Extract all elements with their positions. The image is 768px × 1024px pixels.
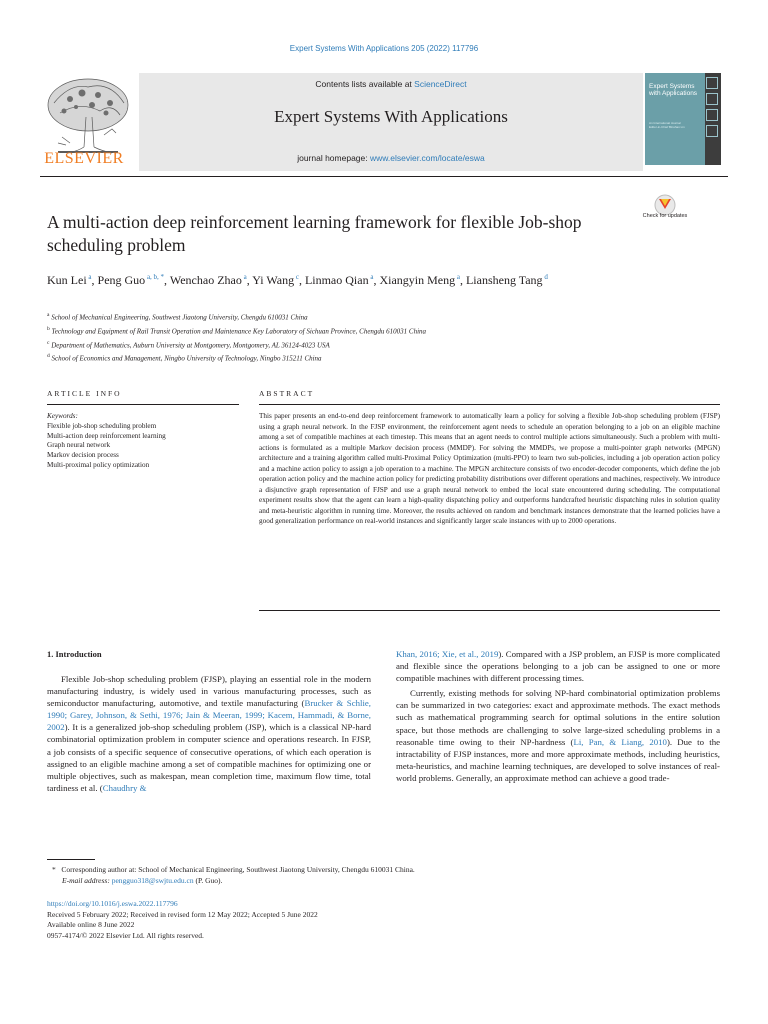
affiliation-item xyxy=(47,338,647,352)
author-name[interactable]: Wenchao Zhao xyxy=(169,273,242,287)
footnote-rule xyxy=(47,859,95,860)
received-dates: Received 5 February 2022; Received in revised form 12 May 2022; Accepted 5 June 2022 xyxy=(47,909,318,919)
keywords-block xyxy=(47,412,237,471)
author-affiliation-marker[interactable]: a xyxy=(241,273,247,281)
author-affiliation-marker[interactable]: a xyxy=(86,273,92,281)
elsevier-wordmark[interactable]: ELSEVIER xyxy=(44,150,124,167)
keyword-item: Flexible job-shop scheduling problem xyxy=(47,421,157,430)
contents-line: Contents lists available at ScienceDirect xyxy=(315,79,467,89)
author-affiliation-marker[interactable]: d xyxy=(542,273,548,281)
author-name[interactable]: Linmao Qian xyxy=(304,273,369,287)
affiliation-list xyxy=(47,310,647,365)
author-name[interactable]: Kun Lei xyxy=(47,273,87,287)
affiliation-item xyxy=(47,310,647,324)
cover-subtitle: An International Journal Editor-in-Chief Binshan Lin xyxy=(649,121,685,129)
affiliation-marker: a xyxy=(47,312,50,318)
check-for-updates-label[interactable]: Check for updates xyxy=(642,213,688,219)
author-affiliation-marker[interactable]: a xyxy=(368,273,374,281)
abstract-rule xyxy=(259,404,720,405)
journal-reference-link[interactable]: Expert Systems With Applications 205 (2022) 117796 xyxy=(289,44,479,53)
affiliation-text: School of Economics and Management, Ningbo University of Technology, Ningbo 315211 China xyxy=(49,354,322,363)
affiliation-text: Department of Mathematics, Auburn University at Montgomery, Montgomery, AL 36124-4023 USA xyxy=(49,340,330,349)
author-name[interactable]: Liansheng Tang xyxy=(465,273,543,287)
homepage-link[interactable]: www.elsevier.com/locate/eswa xyxy=(369,153,485,163)
cover-title: Expert Systems with Applications xyxy=(649,83,698,97)
keywords-list xyxy=(47,422,237,471)
article-metadata xyxy=(47,899,687,941)
body-column-left: Flexible Job-shop scheduling problem (FJSP), playing an essential role in the modern manufacturing industry, is widely used in various manufacturing processes, such as semiconductor manufacturing, automotive, and textile manufacturing (Brucker & Schlie, 1990; Garey, Johnson, & Sethi, 1976; Jain & Meeran, 1999; Kacem, Hammadi, & Borne, 2002). It is a generalized job-shop scheduling problem (JSP), which is a classical NP-hard combinatorial optimization problem in computer science and operations research. In FJSP, a job consists of a specific sequence of consecutive operations, of which each operation is assigned to an eligible machine among a set of compatible machines for optimizing one or multiple objectives, such as makespan, mean completion time, maximum flow time, total tardiness et al. (Chaudhry & xyxy=(47,674,371,793)
abstract-bottom-rule xyxy=(259,610,720,611)
cover-decoration xyxy=(706,125,718,137)
affiliation-marker: c xyxy=(47,339,50,346)
article-info-rule xyxy=(47,404,239,405)
journal-title: Expert Systems With Applications xyxy=(274,107,508,126)
article-info-heading: ARTICLE INFO xyxy=(47,389,122,398)
keyword-item: Graph neural network xyxy=(47,441,111,450)
abstract-text: This paper presents an end-to-end deep reinforcement framework to automatically learn a policy for solving a flexible Job-shop scheduling problem (FJSP) using a graph neural network. In the FJSP environment, the reinforcement agent needs to schedule an operation belonging to a job on an eligible machine among a set of compatible machines at each timestep. This means that an agent needs to control multiple actions simultaneously. Such a problem with multi-actions is formulated as a multiple Markov decision process (MMDP). For solving the MMDPs, we propose a multi-pointer graph networks (MPGN) architecture and a training algorithm called multi-Proximal Policy Optimization (multi-PPO) to learn two sub-policies, including a job operation action policy and a machine action policy to assign a job operation to a machine. The MPGN architecture consists of two encoder-decoder components, which define the job operation action policy and the machine action policy for predicting probability distributions over different operations and machines, respectively. We introduce a disjunctive graph representation of FJSP and use a graph neural network to embed the local state encountered during scheduling. The computational experiment results show that the agent can learn a high-quality dispatching policy and outperforms handcrafted heuristic dispatching rules in solution quality and meta-heuristic algorithm in running time. Moreover, the results achieved on random and benchmark instances demonstrate that the learned policies have a good generalization performance on real-world instances and significantly larger scale instances with up to 2000 operations. xyxy=(259,412,720,525)
cover-decoration xyxy=(706,77,718,89)
keyword-item: Markov decision process xyxy=(47,451,119,460)
abstract-heading: ABSTRACT xyxy=(259,389,315,398)
affiliation-text: School of Mechanical Engineering, Southwest Jiaotong University, Chengdu 610031 China xyxy=(49,313,308,322)
keywords-label: Keywords: xyxy=(47,412,78,420)
email-link[interactable]: pengguo318@swjtu.edu.cn xyxy=(111,876,194,885)
header-divider xyxy=(40,176,728,177)
sciencedirect-link[interactable]: ScienceDirect xyxy=(414,79,467,89)
cover-decoration xyxy=(706,109,718,121)
affiliation-item xyxy=(47,324,647,338)
keyword-item: Multi-proximal policy optimization xyxy=(47,460,150,469)
journal-header-box xyxy=(139,73,643,171)
affiliation-item xyxy=(47,351,647,365)
affiliation-text: Technology and Equipment of Rail Transit Operation and Maintenance Key Laboratory of Sichuan Province, Chengdu 610031 China xyxy=(49,327,427,336)
affiliation-marker: d xyxy=(47,353,50,360)
citation-link[interactable]: Brucker & Schlie, 1990; Garey, Johnson, & Sethi, 1976; Jain & Meeran, 1999; Kacem, Hammadi, & Borne, 2002 xyxy=(47,698,371,733)
online-date: Available online 8 June 2022 xyxy=(47,920,135,929)
article-title: A multi-action deep reinforcement learning framework for flexible Job-shop scheduling problem xyxy=(47,212,582,255)
journal-cover-thumbnail[interactable] xyxy=(645,73,721,165)
author-name[interactable]: Xiangyin Meng xyxy=(379,273,456,287)
author-affiliation-marker[interactable]: a xyxy=(455,273,460,281)
author-affiliation-marker[interactable]: c xyxy=(294,273,299,281)
author-name[interactable]: Peng Guo xyxy=(97,273,146,287)
cover-decoration xyxy=(706,93,718,105)
author-name[interactable]: Yi Wang xyxy=(252,273,295,287)
homepage-line: journal homepage: www.elsevier.com/locate/eswa xyxy=(297,153,485,163)
keyword-item: Multi-action deep reinforcement learning xyxy=(47,431,166,440)
citation-link[interactable]: Li, Pan, & Liang, 2010 xyxy=(573,736,667,747)
corresponding-author-footnote: * Corresponding author at: School of Mechanical Engineering, Southwest Jiaotong University, Chengdu 610031 China. E-mail address: pengguo318@swjtu.edu.cn (P. Guo). xyxy=(52,865,415,885)
section-heading-introduction: 1. Introduction xyxy=(47,649,102,659)
body-column-right: Khan, 2016; Xie, et al., 2019). Compared with a JSP problem, an FJSP is more complicated and flexible since the operations belonging to a job can be assigned to one or more compatible machines with different processing times. Currently, existing methods for solving NP-hard combinatorial optimization problems can be summarized in two categories: exact and approximate methods. The exact methods such as mathematical programming search for optimal solutions in the entire solution space, but those methods are challenging to solve large-sized scheduling problems in a reasonable time owing to their NP-hardness (Li, Pan, & Liang, 2010). Due to the intractability of FJSP instances, more and more approximate methods, including heuristics, meta-heuristics, and machine learning techniques, are developed to solve instances of real-world problems. Generally, an approximate method can achieve a good trade- xyxy=(396,649,720,783)
author-list: Kun Lei $^a$, Peng Guo $^{a, b, *}$, Wenchao Zhao $^a$, Yi Wang $^c$, Linmao Qian $^a$, Xiangyin Meng $^a$, Liansheng Tang $^d$ xyxy=(47,273,548,287)
doi-link[interactable]: https://doi.org/10.1016/j.eswa.2022.117796 xyxy=(47,899,178,908)
citation-link[interactable]: Chaudhry & xyxy=(102,782,147,793)
affiliation-marker: b xyxy=(47,325,50,332)
copyright-line: 0957-4174/© 2022 Elsevier Ltd. All rights reserved. xyxy=(47,930,204,940)
citation-link[interactable]: Khan, 2016; Xie, et al., 2019 xyxy=(396,649,499,659)
author-affiliation-marker[interactable]: a, b, * xyxy=(145,273,165,281)
